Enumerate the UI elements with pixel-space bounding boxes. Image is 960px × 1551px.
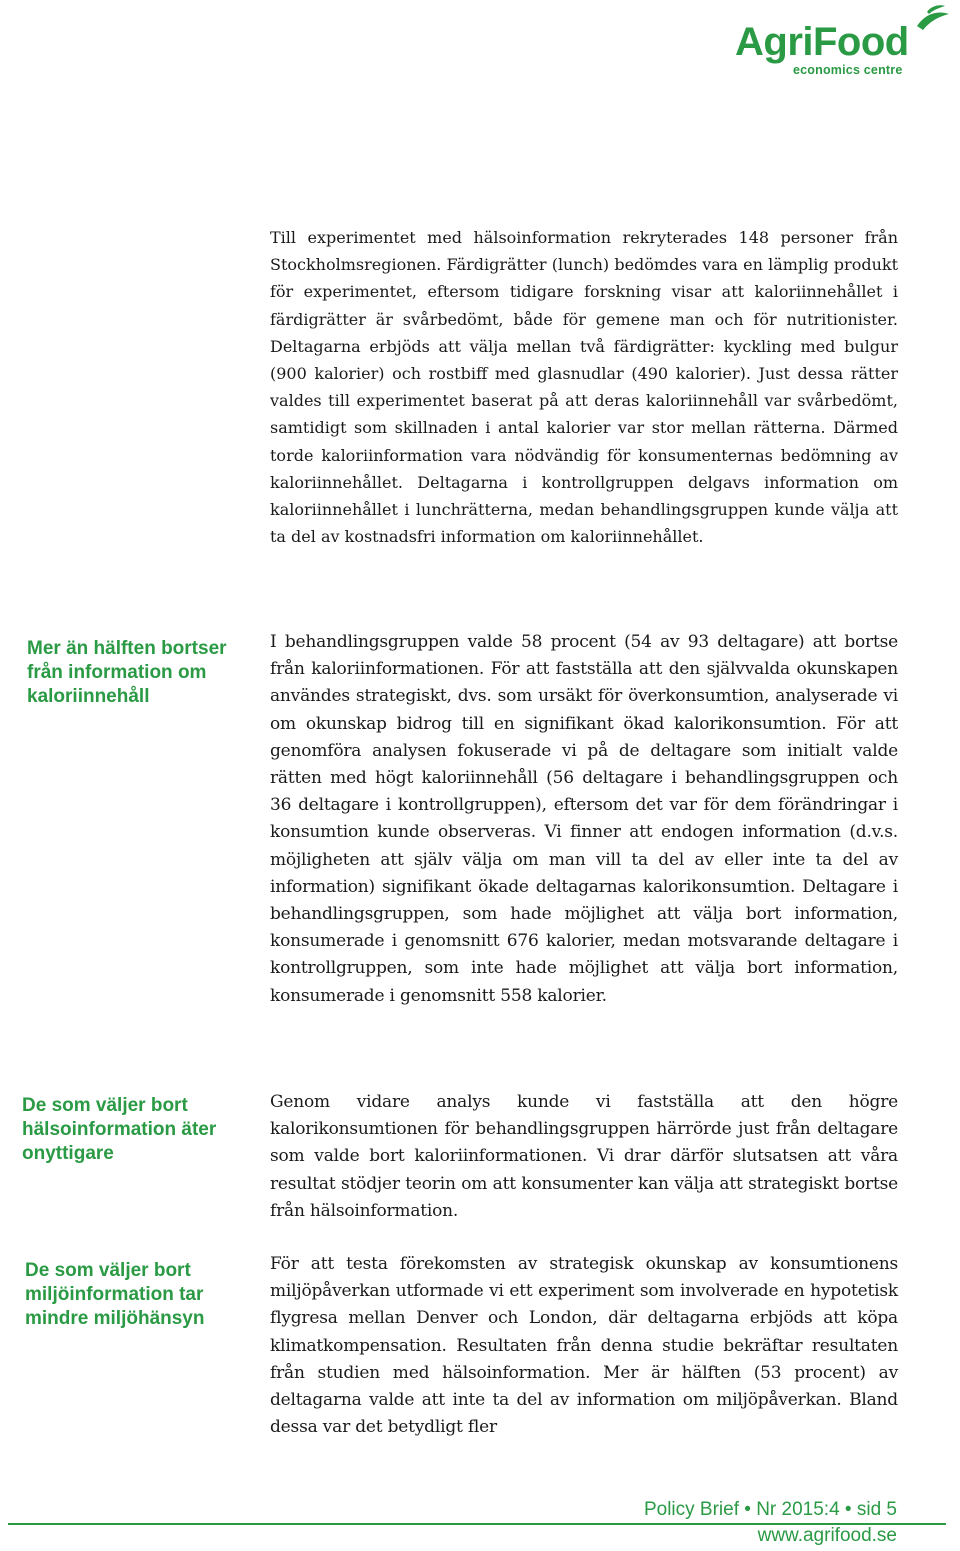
leaf-icon xyxy=(913,4,953,34)
logo-name: AgriFood xyxy=(735,20,909,64)
footer-policy-brief: Policy Brief • Nr 2015:4 • sid 5 xyxy=(643,1499,897,1520)
body-paragraph-3: Genom vidare analys kunde vi fastställa att den högre kalorikonsumtionen för behandlingsgruppen härrörde just från deltagare som valde bort kaloriinformationen. Vi drar därför slutsatsen att våra resultat stödjer teorin om att konsumenter kan välja att strategiskt bortse från hälsoinformation. xyxy=(270,1092,898,1221)
body-paragraph-4: För att testa förekomsten av strategisk okunskap av konsumtionens miljöpåverkan utformade vi ett experiment som involverade en hypotetisk flygresa mellan Denver och London, där deltagarna erbjöds att köpa klimatkompensation. Resultaten från denna studie bekräftar resultaten från studien med hälsoinformation. Mer är hälften (53 procent) av deltagarna valde att inte ta del av information om miljöpåverkan. Bland dessa var det betydligt fler xyxy=(270,1254,898,1438)
footer-website-link[interactable]: www.agrifood.se xyxy=(757,1525,897,1546)
logo-subtitle: economics centre xyxy=(793,63,903,77)
body-paragraph-2: I behandlingsgruppen valde 58 procent (54 av 93 deltagare) att bortse från kaloriinformationen. För att fastställa att den självvalda okunskapen användes strategiskt, dvs. som ursäkt för överkonsumtion, analyserade vi om okunskap bidrog till en signifikant ökad kalorikonsumtion. För att genomföra analysen fokuserade vi på de deltagare som initialt valde rätten med högt kaloriinnehåll (56 deltagare i behandlingsgruppen och 36 deltagare i kontrollgruppen), eftersom det var för dem förändringar i konsumtion kunde observeras. Vi finner att endogen information (d.v.s. möjligheten att själv välja om man vill ta del av eller inte ta del av information) signifikant ökade deltagarnas kalorikonsumtion. Deltagare i behandlingsgruppen, som hade möjlighet att välja bort information, konsumerade i genomsnitt 676 kalorier, medan motsvarande deltagare i kontrollgruppen, som inte hade möjlighet att välja bort information, konsumerade i genomsnitt 558 kalorier. xyxy=(270,632,898,1006)
agrifood-logo xyxy=(735,4,960,80)
body-paragraph-1: Till experimentet med hälsoinformation rekryterades 148 personer från Stockholmsregionen. Färdigrätter (lunch) bedömdes vara en lämplig produkt för experimentet, eftersom tidigare forskning visar att kaloriinnehållet i färdigrätter är svårbedömt, både för gemene man och för nutritionister. Deltagarna erbjöds att välja mellan två färdigrätter: kyckling med bulgur (900 kalorier) och rostbiff med glasnudlar (490 kalorier). Just dessa rätter valdes till experimentet baserat på att deras kaloriinnehåll var svårbedömt, samtidigt som skillnaden i antal kalorier var stor mellan rätterna. Därmed torde kaloriinformation vara nödvändig för konsumenternas bedömning av kaloriinnehållet. Deltagarna i kontrollgruppen delgavs information om kaloriinnehållet i lunchrätterna, medan behandlingsgruppen kunde välja att ta del av kostnadsfri information om kaloriinnehållet. xyxy=(270,228,898,547)
callout-kaloriinnehall: Mer än hälften bortser från information om kaloriinnehåll xyxy=(27,638,227,707)
callout-miljoinformation: De som väljer bort miljöinformation tar mindre miljöhänsyn xyxy=(25,1260,205,1329)
callout-halsoinformation: De som väljer bort hälsoinformation äter onyttigare xyxy=(22,1095,217,1164)
